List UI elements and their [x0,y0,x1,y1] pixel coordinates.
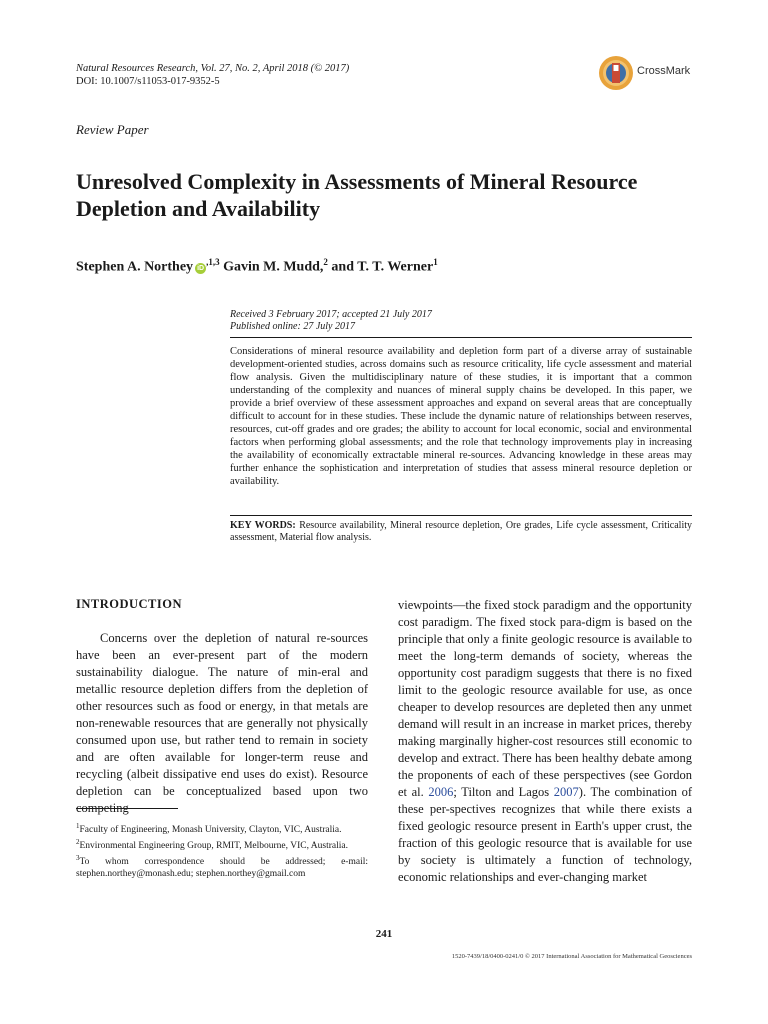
author-name[interactable]: and T. T. Werner [331,259,434,275]
crossmark-icon [598,55,634,91]
footnote-text: Environmental Engineering Group, RMIT, Melbourne, VIC, Australia. [79,841,349,852]
body-text: ). The combination of these per-spectives recognizes that while there exists a fixed geologic resource present in Earth's upper crust, the fraction of this geologic resource that is available for use by society is ultimately a function of technology, economic relationships and ever-changing market [398,785,692,884]
body-paragraph [398,597,692,886]
article-title: Unresolved Complexity in Assessments of Mineral Resource Depletion and Availability [76,169,638,221]
footnote-marker: 3 [76,854,80,863]
received-date: Received 3 February 2017; accepted 21 July 2017 [230,309,432,320]
keywords [230,520,692,544]
section-heading: INTRODUCTION [76,597,183,611]
issn-line: 1520-7439/18/0400-0241/0 © 2017 International Association for Mathematical Geosciences [451,953,692,960]
author-affiliation-sup: ,1,3 [206,257,220,267]
divider [230,337,692,338]
author-list [76,257,438,276]
footnote-divider [76,808,178,809]
body-text: ; Tilton and Lagos [453,785,554,799]
footnote [76,836,368,852]
citation-link[interactable]: 2007 [553,785,579,799]
keywords-text: Resource availability, Mineral resource depletion, Ore grades, Life cycle assessment, Criticality assessment, Material flow analysis. [230,520,693,543]
citation-link[interactable]: 2006 [428,785,454,799]
body-paragraph: Concerns over the depletion of natural re-sources have been an ever-present part of the modern sustainability dialogue. The nature of min-eral and metallic resource depletion differs from the depletion of other resources such as food or energy, in that metals are non-renewable resources that are generally not physically consumed upon use, but rather tend to remain in society and are often available for longer-term reuse and recycling (albeit dissipative end uses do exist). Resource depletion can be conceptualized based upon two competing [76,631,368,815]
article-dates [230,309,432,333]
author-name[interactable]: Stephen A. Northey [76,259,194,275]
page-number: 241 [375,928,393,940]
footnote-text: To whom correspondence should be addressed; e-mail: stephen.northey@monash.edu; stephen.northey@gmail.com [76,857,368,880]
abstract: Considerations of mineral resource availability and depletion form part of a diverse array of sustainable development-oriented studies, across domains such as resource criticality, life cycle assessment and material flow analysis. Given the multidisciplinary nature of these studies, it is important that a common understanding of the complexity and nuances of mineral supply chains be developed. In this paper, we provide a brief overview of these assessment approaches and expand on several areas that are conceptually difficult to account for in these studies. These include the dynamic nature of relationships between reserves, resources, cut-off grades and ore grades; the ability to account for local economic, social and environmental factors when performing global assessments; and the role that technology improvements play in increasing the availability of economically extractable mineral re-sources. Advancing knowledge in these areas may further enhance the sophistication and interpretation of studies that assess mineral resource depletion or availability. [230,346,692,487]
journal-citation: Natural Resources Research, Vol. 27, No. 2, April 2018 (© 2017) [76,63,350,74]
crossmark-label: CrossMark [637,65,691,77]
article-type: Review Paper [76,122,149,137]
doi[interactable]: DOI: 10.1007/s11053-017-9352-5 [76,76,220,87]
journal-header [76,62,349,88]
footnote-text: Faculty of Engineering, Monash University, Clayton, VIC, Australia. [79,825,342,836]
footnotes [76,820,368,880]
keywords-label: KEY WORDS: [230,520,296,531]
published-date: Published online: 27 July 2017 [230,321,355,332]
body-text: viewpoints—the fixed stock paradigm and the opportunity cost paradigm. The fixed stock para-digm is based on the principle that only a finite geologic resource is available to meet the long-term demands of society, whereas the opportunity cost paradigm suggests that there is no fixed limit to the geologic resource available for use, as once cheaper to develop resources are depleted then any unmet demand will result in an increase in market prices, thereby making marginally higher-cost resources still economic to develop and extract. There has been healthy debate among the proponents of each of these perspectives (see Gordon et al. [398,598,692,799]
author-affiliation-sup: 1 [433,257,438,267]
author-affiliation-sup: 2 [323,257,328,267]
footnote-marker: 1 [76,822,80,830]
footnote [76,852,368,880]
footnote-marker: 2 [76,838,80,847]
footnote [76,820,368,836]
author-name[interactable]: Gavin M. Mudd, [223,259,324,275]
crossmark-badge[interactable] [598,55,698,91]
orcid-icon[interactable]: iD [197,264,205,272]
divider [230,515,692,516]
